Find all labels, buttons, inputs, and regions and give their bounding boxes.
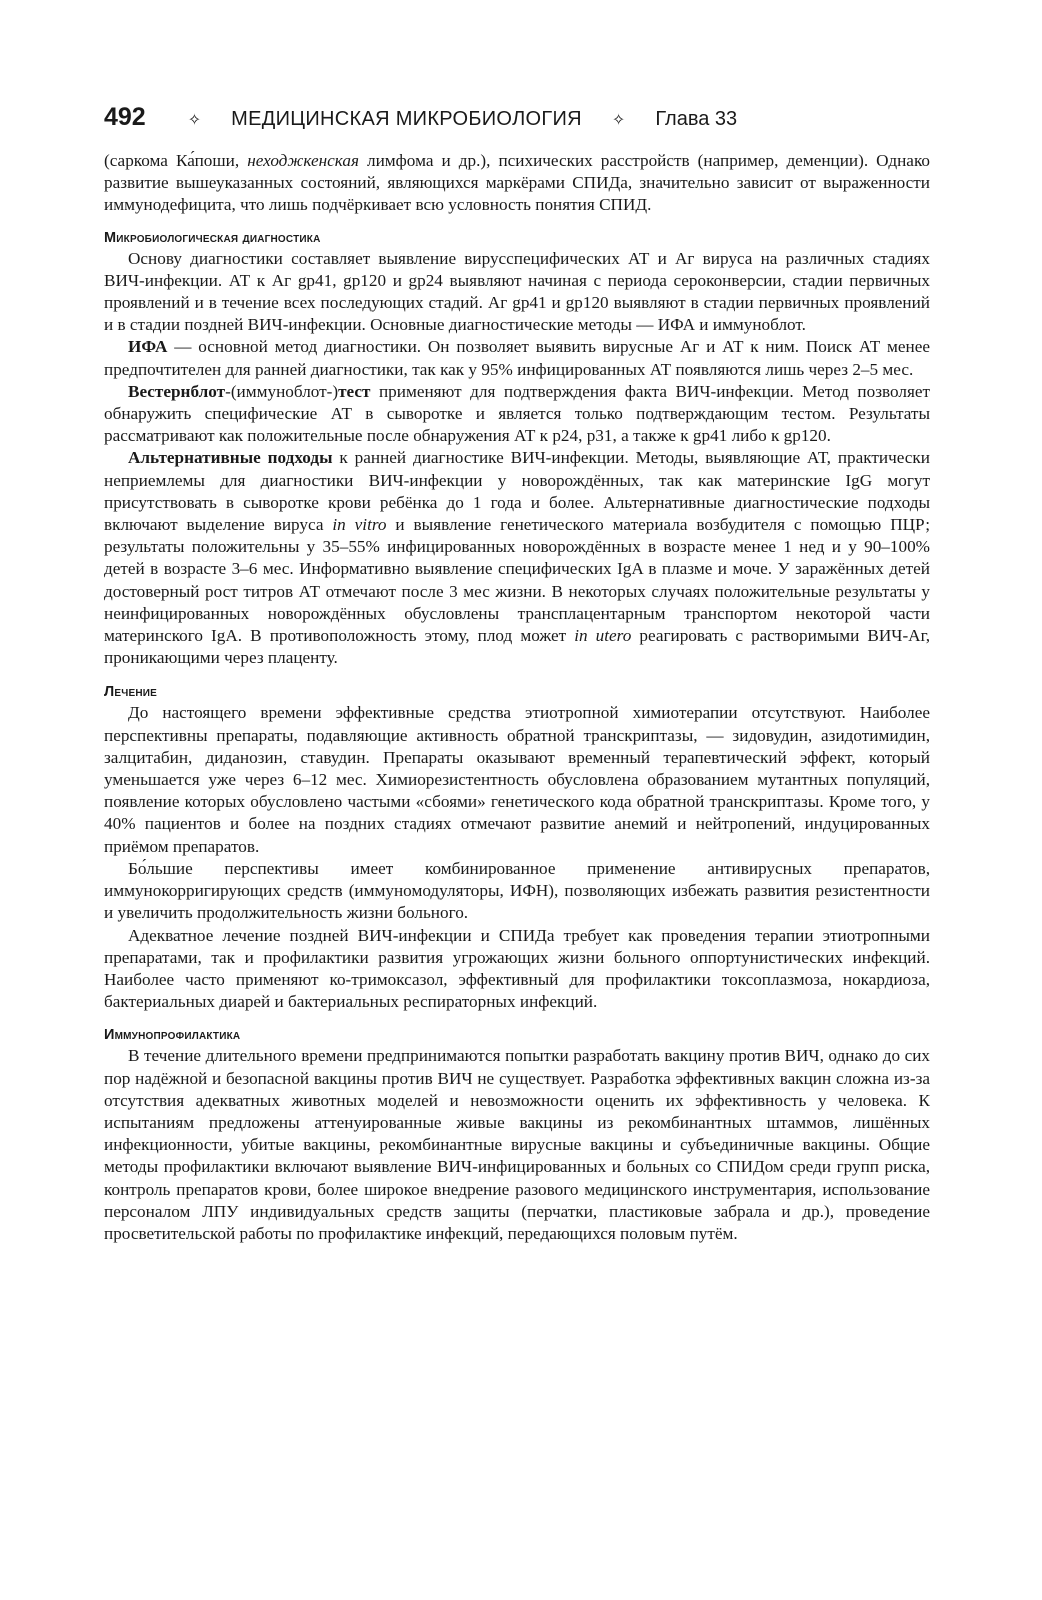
paragraph-alternative-approaches: Альтернативные подходы к ранней диагностике ВИЧ-инфекции. Методы, выявляющие АТ, практически неприемлемы для диагностики ВИЧ-инфекции у новорождённых, так как материнские IgG могут присутствовать в сыворотке крови ребёнка до 1 года и более. Альтернативные диагностические подходы включают выделение вируса in vitro и выявление генетического материала возбудителя с помощью ПЦР; результаты положительны у 35–55% инфицированных новорождённых в возрасте менее 1 нед и у 90–100% детей в возрасте 3–6 мес. Информативно выявление специфических IgA в плазме и моче. У заражённых детей достоверный рост титров АТ отмечают после 3 мес жизни. В некоторых случаях положительные результаты у неинфицированных новорождённых обусловлены трансплацентарным транспортом некоторой части материнского IgA. В противоположность этому, плод может in utero реагировать с растворимыми ВИЧ-Аг, проникающими через плаценту. xyxy=(104,448,930,668)
section-heading-immunoprophylaxis: Иммунопрофилактика xyxy=(104,1027,241,1044)
page-body xyxy=(104,150,930,1245)
book-title: МЕДИЦИНСКАЯ МИКРОБИОЛОГИЯ xyxy=(231,108,582,130)
paragraph-treatment-3: Адекватное лечение поздней ВИЧ-инфекции и СПИДа требует как проведения терапии этиотропными препаратами, так и профилактики развития угрожающих жизни больного оппортунистических инфекций. Наиболее часто применяют ко-тримоксазол, эффективный для профилактики токсоплазмоза, нокардиоза, бактериальных диарей и бактериальных респираторных инфекций. xyxy=(104,925,930,1012)
diamond-icon: ✧ xyxy=(611,112,626,129)
paragraph-treatment-1: До настоящего времени эффективные средства этиотропной химиотерапии отсутствуют. Наиболее перспективны препараты, подавляющие активность обратной транскриптазы, — зидовудин, азидотимидин, залцитабин, диданозин, ставудин. Препараты оказывают временный терапевтический эффект, который уменьшается уже через 6–12 мес. Химиорезистентность обусловлена образованием мутантных популяций, появление которых обусловлено частыми «сбоями» генетического кода обратной транскриптазы. Кроме того, у 40% пациентов и более на поздних стадиях отмечают развитие анемий и нейтропений, индуцированных приёмом препаратов. xyxy=(104,703,930,856)
paragraph-treatment-2: Бо́льшие перспективы имеет комбинированное применение антивирусных препаратов, иммунокорригирующих средств (иммуномодуляторы, ИФН), позволяющих избежать развития резистентности и увеличить продолжительность жизни больного. xyxy=(104,858,930,923)
paragraph-western-blot: Вестернблот-(иммуноблот-)тест применяют для подтверждения факта ВИЧ-инфекции. Метод позволяет обнаружить специфические АТ в сыворотке и является только подтверждающим тестом. Результаты рассматривают как положительные после обнаружения АТ к p24, p31, а также к gp41 либо к gp120. xyxy=(104,381,930,446)
paragraph-diagnostics: Основу диагностики составляет выявление вирусспецифических АТ и Аг вируса на различных стадиях ВИЧ-инфекции. АТ к Аг gp41, gp120 и gp24 выявляют начиная с периода сероконверсии, стадии первичных проявлений и в течение всех последующих стадий. Аг gp41 и gp120 выявляют в стадии первичных проявлений и в стадии поздней ВИЧ-инфекции. Основные диагностические методы — ИФА и иммуноблот. xyxy=(104,248,930,335)
section-heading-diagnostics: Микробиологическая диагностика xyxy=(104,229,321,246)
running-header xyxy=(104,103,737,132)
section-heading-treatment: Лечение xyxy=(104,684,158,701)
paragraph-continuation: (саркома Ка́поши, неходжкенская лимфома и др.), психических расстройств (например, деменции). Однако развитие вышеуказанных состояний, являющихся маркёрами СПИДа, значительно зависит от выраженности иммунодефицита, что лишь подчёркивает всю условность понятия СПИД. xyxy=(104,151,931,215)
diamond-icon: ✧ xyxy=(187,112,202,129)
chapter-label: Глава 33 xyxy=(655,108,738,130)
paragraph-ifa: ИФА — основной метод диагностики. Он позволяет выявить вирусные Аг и АТ к ним. Поиск АТ менее предпочтителен для ранней диагностики, так как у 95% инфицированных АТ появляются лишь через 2–5 мес. xyxy=(104,337,930,379)
page-number: 492 xyxy=(104,103,146,131)
paragraph-immunoprophylaxis: В течение длительного времени предпринимаются попытки разработать вакцину против ВИЧ, однако до сих пор надёжной и безопасной вакцины против ВИЧ не существует. Разработка эффективных вакцин сложна из-за отсутствия адекватных животных моделей и невозможности оценить их эффективность у человека. К испытаниям предложены аттенуированные живые вакцины из рекомбинантных штаммов, лишённых инфекционности, убитые вакцины, рекомбинантные вирусные вакцины и субъединичные вакцины. Общие методы профилактики включают выявление ВИЧ-инфицированных и больных со СПИДом среди групп риска, контроль препаратов крови, более широкое внедрение разового медицинского инструментария, использование персоналом ЛПУ индивидуальных средств защиты (перчатки, пластиковые забрала и др.), проведение просветительской работы по профилактике инфекций, передающихся половым путём. xyxy=(104,1046,930,1243)
